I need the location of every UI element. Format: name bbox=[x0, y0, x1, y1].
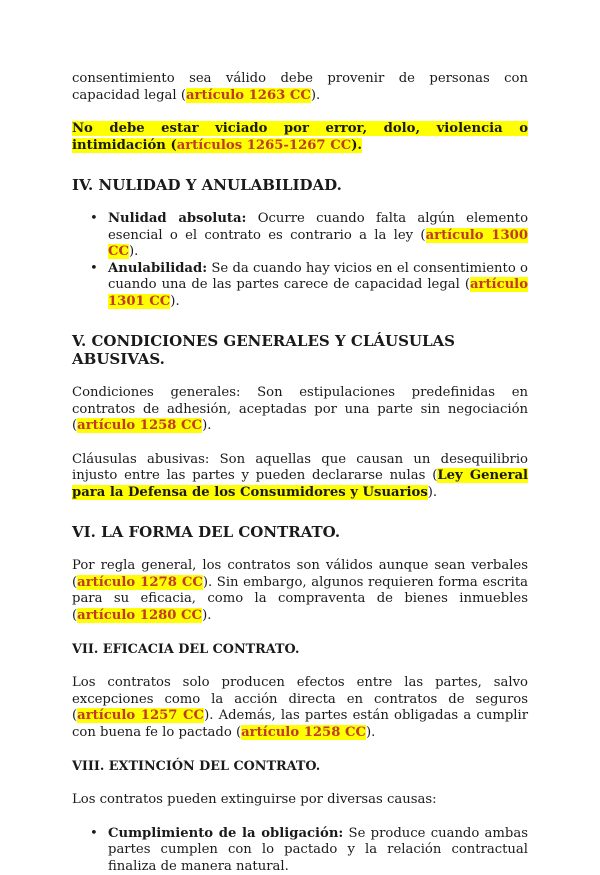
bullet-icon: • bbox=[90, 826, 98, 843]
section-5-paragraph-2 bbox=[72, 452, 528, 502]
document-page bbox=[72, 71, 528, 875]
section-5-paragraph-1 bbox=[72, 385, 528, 435]
list-item bbox=[72, 261, 528, 311]
section-7-paragraph bbox=[72, 675, 528, 741]
paragraph-end: ). bbox=[202, 418, 211, 433]
intro-paragraph bbox=[72, 71, 528, 104]
section-8-heading: VIII. EXTINCIÓN DEL CONTRATO. bbox=[72, 759, 528, 775]
list-item-text: Se da cuando hay vicios en el consentimiento o cuando una de las partes carece de capacidad legal ( bbox=[108, 261, 528, 293]
paragraph-ref: artículo 1280 CC bbox=[77, 608, 202, 623]
paragraph-text: ). Sin embargo, algunos requieren forma escrita para su eficacia, como la compraventa de bienes inmuebles ( bbox=[72, 575, 528, 623]
intro-end: ). bbox=[311, 88, 320, 103]
bullet-icon: • bbox=[90, 211, 98, 228]
section-6-heading: VI. LA FORMA DEL CONTRATO. bbox=[72, 523, 528, 541]
paragraph-text: Por regla general, los contratos son válidos aunque sean verbales ( bbox=[72, 558, 528, 590]
list-item-end: ). bbox=[129, 244, 138, 259]
list-item-ref: artículo 1301 CC bbox=[108, 277, 528, 309]
section-8-intro: Los contratos pueden extinguirse por diversas causas: bbox=[72, 792, 528, 809]
paragraph-end: ). bbox=[202, 608, 211, 623]
intro-ref: artículo 1263 CC bbox=[186, 88, 311, 103]
paragraph-ref: artículo 1258 CC bbox=[77, 418, 202, 433]
paragraph-ref: Ley General para la Defensa de los Consumidores y Usuarios bbox=[72, 468, 528, 500]
paragraph-text: Cláusulas abusivas: Son aquellas que causan un desequilibrio injusto entre las partes y pueden declararse nulas ( bbox=[72, 452, 528, 484]
list-item-end: ). bbox=[170, 294, 179, 309]
list-item-term: Nulidad absoluta: bbox=[108, 211, 246, 226]
paragraph-text: ). Además, las partes están obligadas a cumplir con buena fe lo pactado ( bbox=[72, 708, 528, 740]
section-4-list bbox=[72, 211, 528, 310]
section-6-paragraph bbox=[72, 558, 528, 624]
paragraph-end: ). bbox=[366, 725, 375, 740]
list-item-term: Anulabilidad: bbox=[108, 261, 207, 276]
bullet-icon: • bbox=[90, 261, 98, 278]
section-5-heading: V. CONDICIONES GENERALES Y CLÁUSULAS ABUSIVAS. bbox=[72, 332, 528, 368]
list-item-text: Ocurre cuando falta algún elemento esencial o el contrato es contrario a la ley ( bbox=[108, 211, 528, 243]
paragraph-end: ). bbox=[428, 485, 437, 500]
paragraph-text: Condiciones generales: Son estipulaciones predefinidas en contratos de adhesión, aceptadas por una parte sin negociación ( bbox=[72, 385, 528, 433]
section-7-heading: VII. EFICACIA DEL CONTRATO. bbox=[72, 642, 528, 658]
vicio-paragraph bbox=[72, 121, 528, 154]
list-item bbox=[72, 826, 528, 875]
list-item-text: Se produce cuando ambas partes cumplen con lo pactado y la relación contractual finaliza de manera natural. bbox=[108, 826, 528, 874]
list-item-term: Cumplimiento de la obligación: bbox=[108, 826, 343, 841]
list-item-ref: artículo 1300 CC bbox=[108, 228, 528, 260]
paragraph-ref: artículo 1278 CC bbox=[77, 575, 203, 590]
paragraph-text: Los contratos solo producen efectos entre las partes, salvo excepciones como la acción directa en contratos de seguros ( bbox=[72, 675, 528, 723]
vicio-ref: artículos 1265-1267 CC bbox=[177, 138, 352, 153]
vicio-text: No debe estar viciado por error, dolo, violencia o intimidación ( bbox=[72, 121, 528, 153]
list-item bbox=[72, 211, 528, 261]
section-8-list bbox=[72, 826, 528, 875]
paragraph-ref: artículo 1257 CC bbox=[77, 708, 204, 723]
section-4-heading: IV. NULIDAD Y ANULABILIDAD. bbox=[72, 176, 528, 194]
vicio-end: ). bbox=[351, 138, 362, 153]
intro-text: consentimiento sea válido debe provenir de personas con capacidad legal ( bbox=[72, 71, 528, 103]
paragraph-ref: artículo 1258 CC bbox=[241, 725, 366, 740]
